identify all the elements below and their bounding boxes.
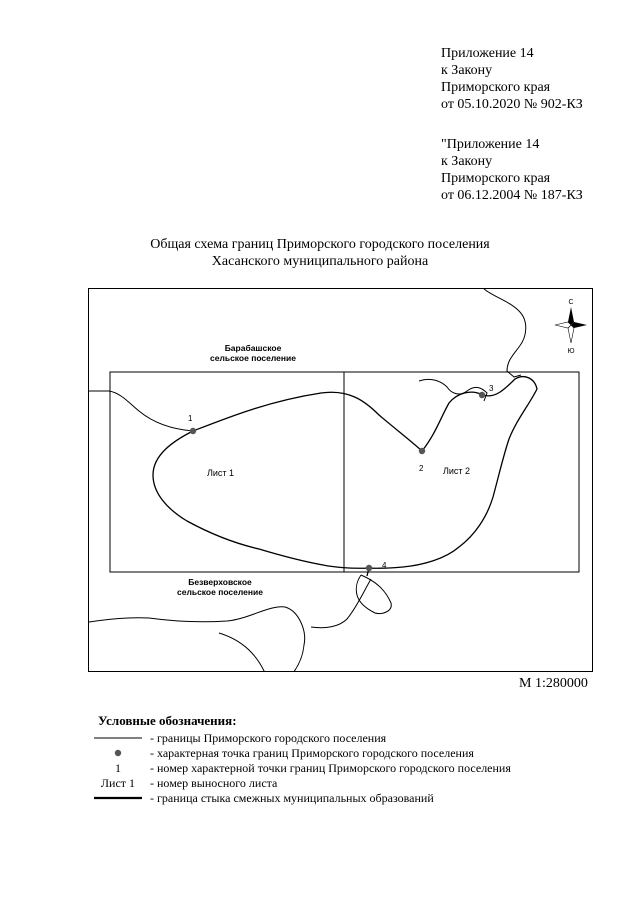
legend-symbol xyxy=(90,790,146,806)
legend-text: - номер характерной точки границ Приморского городского поселения xyxy=(150,761,511,775)
boundary-point-3 xyxy=(479,392,485,398)
legend-text: - номер выносного листа xyxy=(150,776,278,790)
coastline xyxy=(484,289,526,377)
sheet-2-label: Лист 2 xyxy=(443,466,471,476)
header-line: Приморского края xyxy=(441,80,551,95)
legend-text: - границы Приморского городского поселения xyxy=(150,731,387,745)
legend-item-sheet xyxy=(90,775,590,791)
map-title xyxy=(0,236,640,270)
header-line: Приморского края xyxy=(441,171,551,186)
map-canvas xyxy=(89,289,593,672)
header-line: Приложение 14 xyxy=(441,46,534,61)
neighbor-north-label: сельское поселение xyxy=(209,353,297,363)
coastline xyxy=(419,379,487,401)
coastline xyxy=(356,575,391,614)
map-scale: М 1:280000 xyxy=(519,676,588,691)
boundary-point-1 xyxy=(190,428,196,434)
boundary-point-number: 3 xyxy=(489,384,494,393)
neighbor-north-label: Барабашское xyxy=(224,343,282,353)
legend-item-boundary xyxy=(90,730,590,746)
legend-item-point-number xyxy=(90,760,590,776)
legend-symbol: 1 xyxy=(115,761,121,775)
boundary-point-number: 2 xyxy=(419,464,424,473)
boundary-point-number: 4 xyxy=(382,561,387,570)
legend-symbol xyxy=(90,745,146,761)
legend-text: - характерная точка границ Приморского городского поселения xyxy=(150,746,474,760)
sheet-1-label: Лист 1 xyxy=(207,468,235,478)
appendix-header-original xyxy=(441,136,583,204)
legend-title: Условные обозначения: xyxy=(98,713,237,728)
coastline xyxy=(219,633,265,672)
boundary-point-4 xyxy=(366,565,372,571)
neighbor-south-label: сельское поселение xyxy=(176,587,264,597)
legend-symbol: Лист 1 xyxy=(100,776,136,790)
neighbor-south-label: Безверховское xyxy=(188,577,252,587)
coastline xyxy=(89,391,193,431)
map-frame xyxy=(88,288,593,672)
header-line: к Закону xyxy=(441,154,493,169)
map-title-line2: Хасанского муниципального района xyxy=(211,254,429,269)
legend-symbol xyxy=(90,730,146,746)
header-line: от 06.12.2004 № 187-КЗ xyxy=(441,188,583,203)
legend-item-point xyxy=(90,745,590,761)
legend-item-junction xyxy=(90,790,590,806)
header-line: "Приложение 14 xyxy=(441,137,540,152)
appendix-header-current xyxy=(441,45,583,113)
header-line: от 05.10.2020 № 902-КЗ xyxy=(441,97,583,112)
boundary-point-2 xyxy=(419,448,425,454)
boundary-point-number: 1 xyxy=(188,414,193,423)
header-line: к Закону xyxy=(441,63,493,78)
map-title-line1: Общая схема границ Приморского городского поселения xyxy=(150,237,490,252)
compass-north-label: С xyxy=(568,299,574,306)
legend-text: - граница стыка смежных муниципальных образований xyxy=(150,791,434,805)
compass-south-label: Ю xyxy=(567,348,575,355)
compass-rose-icon xyxy=(555,299,587,355)
coastline xyxy=(89,607,305,672)
